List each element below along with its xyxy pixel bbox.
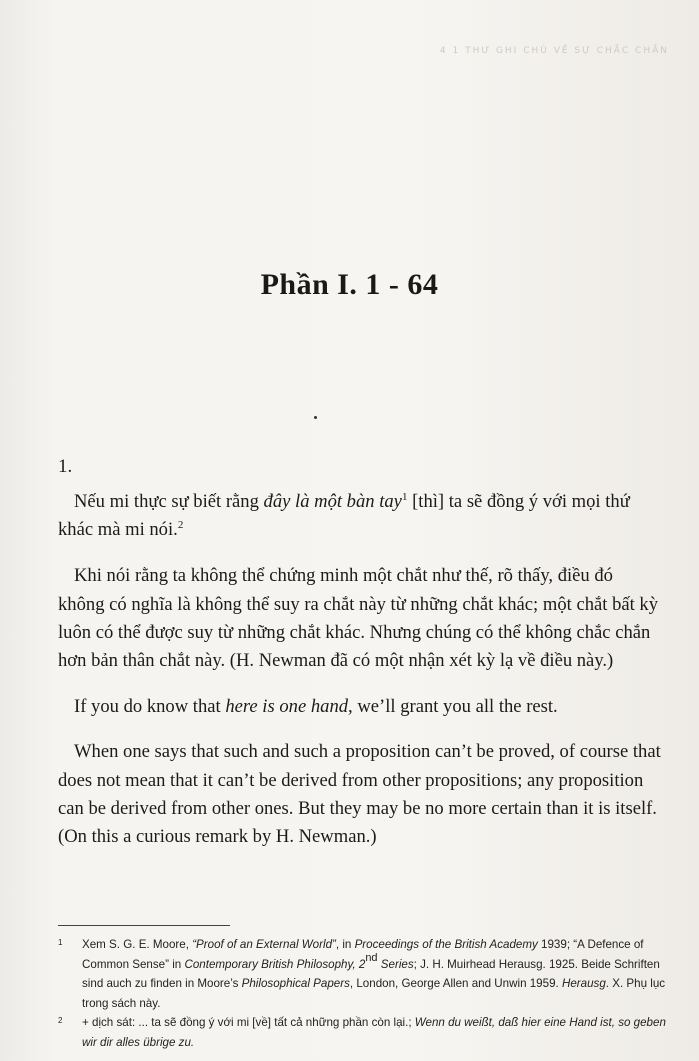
- footnotes: [58, 935, 668, 1052]
- footnote-mark: 1: [58, 938, 63, 947]
- paragraph-vi-1: Nếu mi thực sự biết rằng đây là một bàn tay$^1$ [thì] ta sẽ đồng ý với mọi thứ khác mà mi nói.$^2$: [58, 491, 630, 541]
- part-title: Phần I. 1 - 64: [260, 268, 439, 301]
- paragraph-en-2: When one says that such and such a proposition can’t be proved, of course that does not mean that it can’t be derived from other propositions; any proposition can be derived from other ones. But they may be no more certain than it is itself. (On this a curious remark by H. Newman.): [58, 741, 661, 848]
- footnote-ref-2[interactable]: 2: [177, 519, 184, 532]
- footnote-ref-1[interactable]: 1: [401, 491, 408, 503]
- ornament-dot: [314, 416, 317, 419]
- section-number: 1.: [58, 456, 73, 477]
- body-text: [58, 488, 662, 868]
- footnote-mark: 2: [58, 1016, 63, 1025]
- footnote-2: 2 + dịch sát: ... ta sẽ đồng ý với mi [về] tất cả những phần còn lại.; Wenn du weißt, daß hier eine Hand ist, so geben wir dir alles übrige zu.: [58, 1013, 668, 1052]
- paragraph-en-1: If you do know that here is one hand, we’ll grant you all the rest.: [74, 696, 558, 718]
- paragraph-vi-2: Khi nói rằng ta không thể chứng minh một chắt như thế, rõ thấy, điều đó không có nghĩa là không thể suy ra chắt này từ những chắt khác; một chắt bất kỳ luôn có thể được suy từ những chắt khác. Nhưng chúng có thể không chắc chắn hơn bản thân chắt này. (H. Newman đã có một nhận xét kỳ lạ về điều này.): [58, 565, 659, 672]
- footnote-divider: [58, 925, 230, 926]
- running-head-bleedthrough: 4 1 THƯ GHI CHÚ VỀ SỰ CHẮC CHẮN: [439, 46, 669, 56]
- footnote-1: 1 Xem S. G. E. Moore, “Proof of an External World”, in Proceedings of the British Academy 1939; “A Defence of Common Sense” in Contemporary British Philosophy, 2nd Series; J. H. Muirhead Herausg. 1925. Beide Schriften sind auch zu finden in Moore’s Philosophical Papers, London, George Allen and Unwin 1959. Herausg. X. Phụ lục trong sách này.: [58, 935, 668, 1013]
